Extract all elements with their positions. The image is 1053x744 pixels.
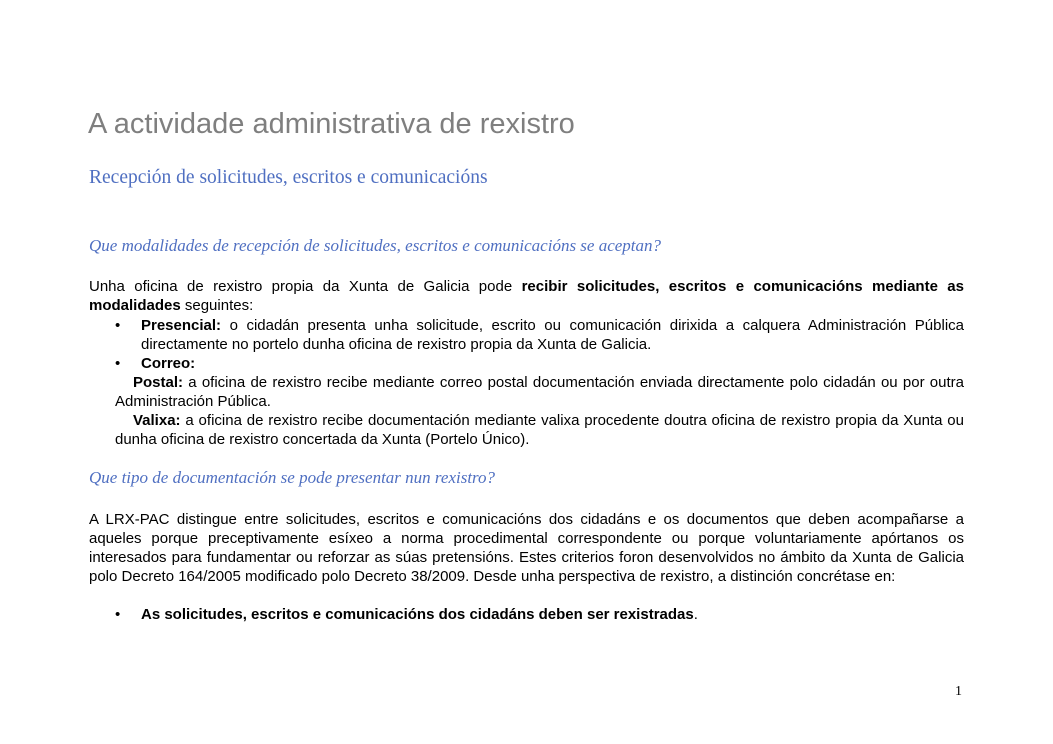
- page-number: 1: [955, 684, 962, 699]
- valixa-paragraph: [115, 411, 964, 449]
- question-heading-documentation: Que tipo de documentación se pode presentar nun rexistro?: [89, 468, 496, 487]
- valixa-label: Valixa:: [133, 412, 181, 429]
- valixa-description: a oficina de rexistro recibe documentación mediante valixa procedente doutra oficina de rexistro propia da Xunta ou dunha oficina de rexistro concertada da Xunta (Portelo Único).: [115, 412, 964, 448]
- postal-paragraph: [115, 373, 964, 411]
- section-subtitle: Recepción de solicitudes, escritos e comunicacións: [89, 167, 488, 188]
- page-title: A actividade administrativa de rexistro: [88, 108, 575, 140]
- postal-label: Postal:: [133, 374, 184, 391]
- list-item-correo: [89, 354, 964, 373]
- postal-description: a oficina de rexistro recibe mediante correo postal documentación enviada directamente polo cidadán ou por outra Administración Pública.: [115, 374, 964, 410]
- solicitudes-bold: As solicitudes, escritos e comunicacións dos cidadáns deben ser rexistradas: [141, 606, 694, 623]
- presencial-label: Presencial:: [141, 317, 222, 334]
- question-heading-modalities: Que modalidades de recepción de solicitudes, escritos e comunicacións se aceptan?: [89, 236, 662, 255]
- bullet-mark: •: [115, 317, 121, 334]
- list-item-solicitudes: [89, 605, 964, 624]
- presencial-description: o cidadán presenta unha solicitude, escrito ou comunicación dirixida a calquera Administración Pública directamente no portelo dunha oficina de rexistro propia da Xunta de Galicia.: [141, 317, 964, 353]
- correo-text: [141, 354, 964, 373]
- bullet-mark: •: [115, 355, 121, 372]
- list-item-presencial: [89, 316, 964, 354]
- intro-text-bold: recibir solicitudes, escritos e comunicacións mediante as modalidades: [89, 278, 964, 314]
- documentation-paragraph: A LRX-PAC distingue entre solicitudes, escritos e comunicacións dos cidadáns e os documentos que deben acompañarse a aqueles porque preceptivamente esíxeo a norma procedimental correspondente ou porque voluntariamente apórtanos os interesados para fundamentar ou reforzar as súas pretensións. Estes criterios foron desenvolvidos no ámbito da Xunta de Galicia polo Decreto 164/2005 modificado polo Decreto 38/2009. Desde unha perspectiva de rexistro, a distinción concrétase en:: [89, 511, 964, 585]
- solicitudes-end: .: [693, 606, 698, 623]
- intro-text-end: seguintes:: [180, 297, 254, 314]
- bullet-mark: •: [115, 606, 121, 623]
- correo-label: Correo:: [141, 355, 196, 372]
- solicitudes-text: [141, 605, 964, 624]
- presencial-text: [141, 316, 964, 354]
- intro-paragraph: [89, 277, 964, 315]
- intro-text-start: Unha oficina de rexistro propia da Xunta de Galicia pode: [89, 278, 522, 295]
